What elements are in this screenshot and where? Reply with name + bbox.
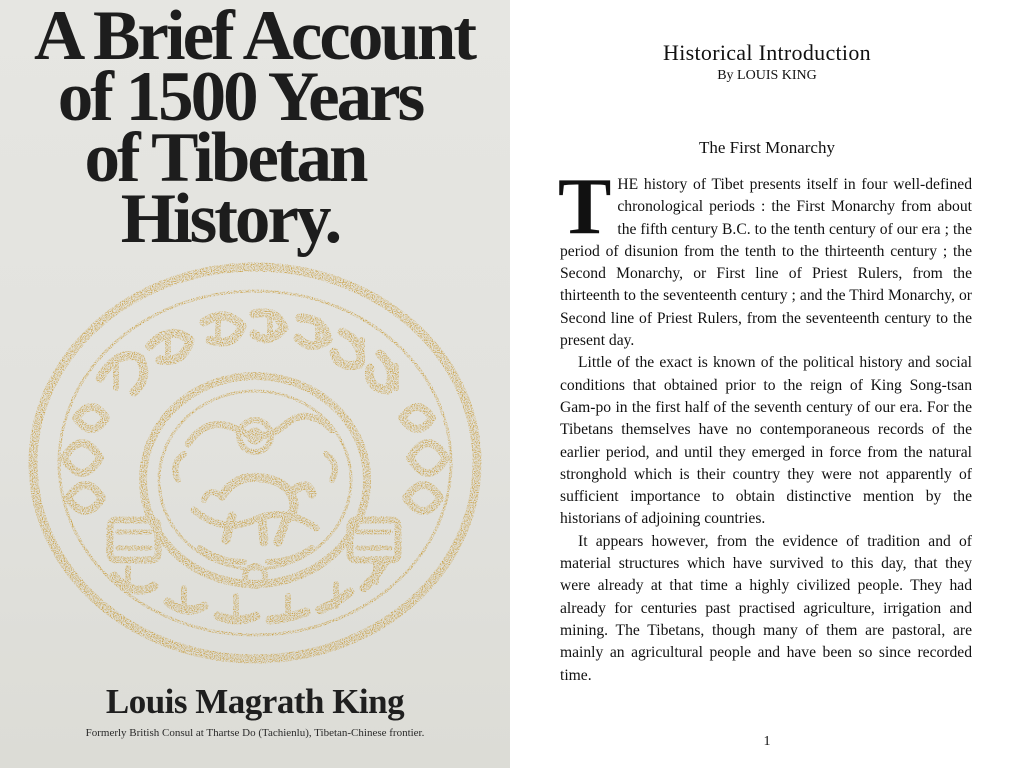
cover-author-credentials: Formerly British Consul at Thartse Do (Tachienlu), Tibetan-Chinese frontier. [85, 727, 425, 739]
cover-title-line-4: History. [120, 180, 340, 258]
seal-icon [18, 258, 493, 668]
section-heading: The First Monarchy [699, 138, 835, 157]
drop-cap: T [558, 163, 612, 251]
cover-author: Louis Magrath King [105, 682, 405, 721]
paragraph-2: Little of the exact is known of the political history and social conditions that obtained prior to the reign of King Song-tsan Gam-po in the first half of the seventh century of our era. For the Tibetans themselves have no contemporaneous records of the earlier period, and until they emerged in force from the natural stronghold which is their country they were not apparently of sufficient importance to obtain distinctive mention by the historians of adjoining countries. [560, 354, 972, 528]
book-cover [0, 0, 510, 768]
cover-title [0, 0, 510, 258]
text-page [510, 0, 1024, 768]
tibetan-seal-emblem [18, 258, 493, 668]
cover-title-line-3: of Tibetan [84, 119, 366, 197]
page-number: 1 [763, 734, 771, 749]
cover-title-line-2: of 1500 Years [57, 58, 423, 136]
page-byline: By LOUIS KING [717, 68, 817, 83]
page-heading: Historical Introduction [663, 40, 871, 65]
paragraph-1-text: HE history of Tibet presents itself in four well-defined chronological periods : the First Monarchy from about the fifth century B.C. to the tenth century of our era ; the period of disunion from the tenth to the thirteenth century ; the Second Monarchy, or First line of Priest Rulers, from the thirteenth to the seventeenth century ; and the Third Monarchy, or Second line of Priest Rulers, from the seventeenth century to the present day. [560, 176, 972, 350]
paragraph-1 [558, 163, 972, 352]
body-text [558, 163, 972, 687]
cover-title-line-1: A Brief Account [33, 0, 475, 75]
paragraph-3: It appears however, from the evidence of tradition and of material structures which have survived to this day, that they were already at that time a highly civilized people. They had already for centuries past practised agriculture, irrigation and mining. The Tibetans, though many of them are pastoral, are mainly an agricultural people and have been so since recorded time. [560, 532, 972, 684]
